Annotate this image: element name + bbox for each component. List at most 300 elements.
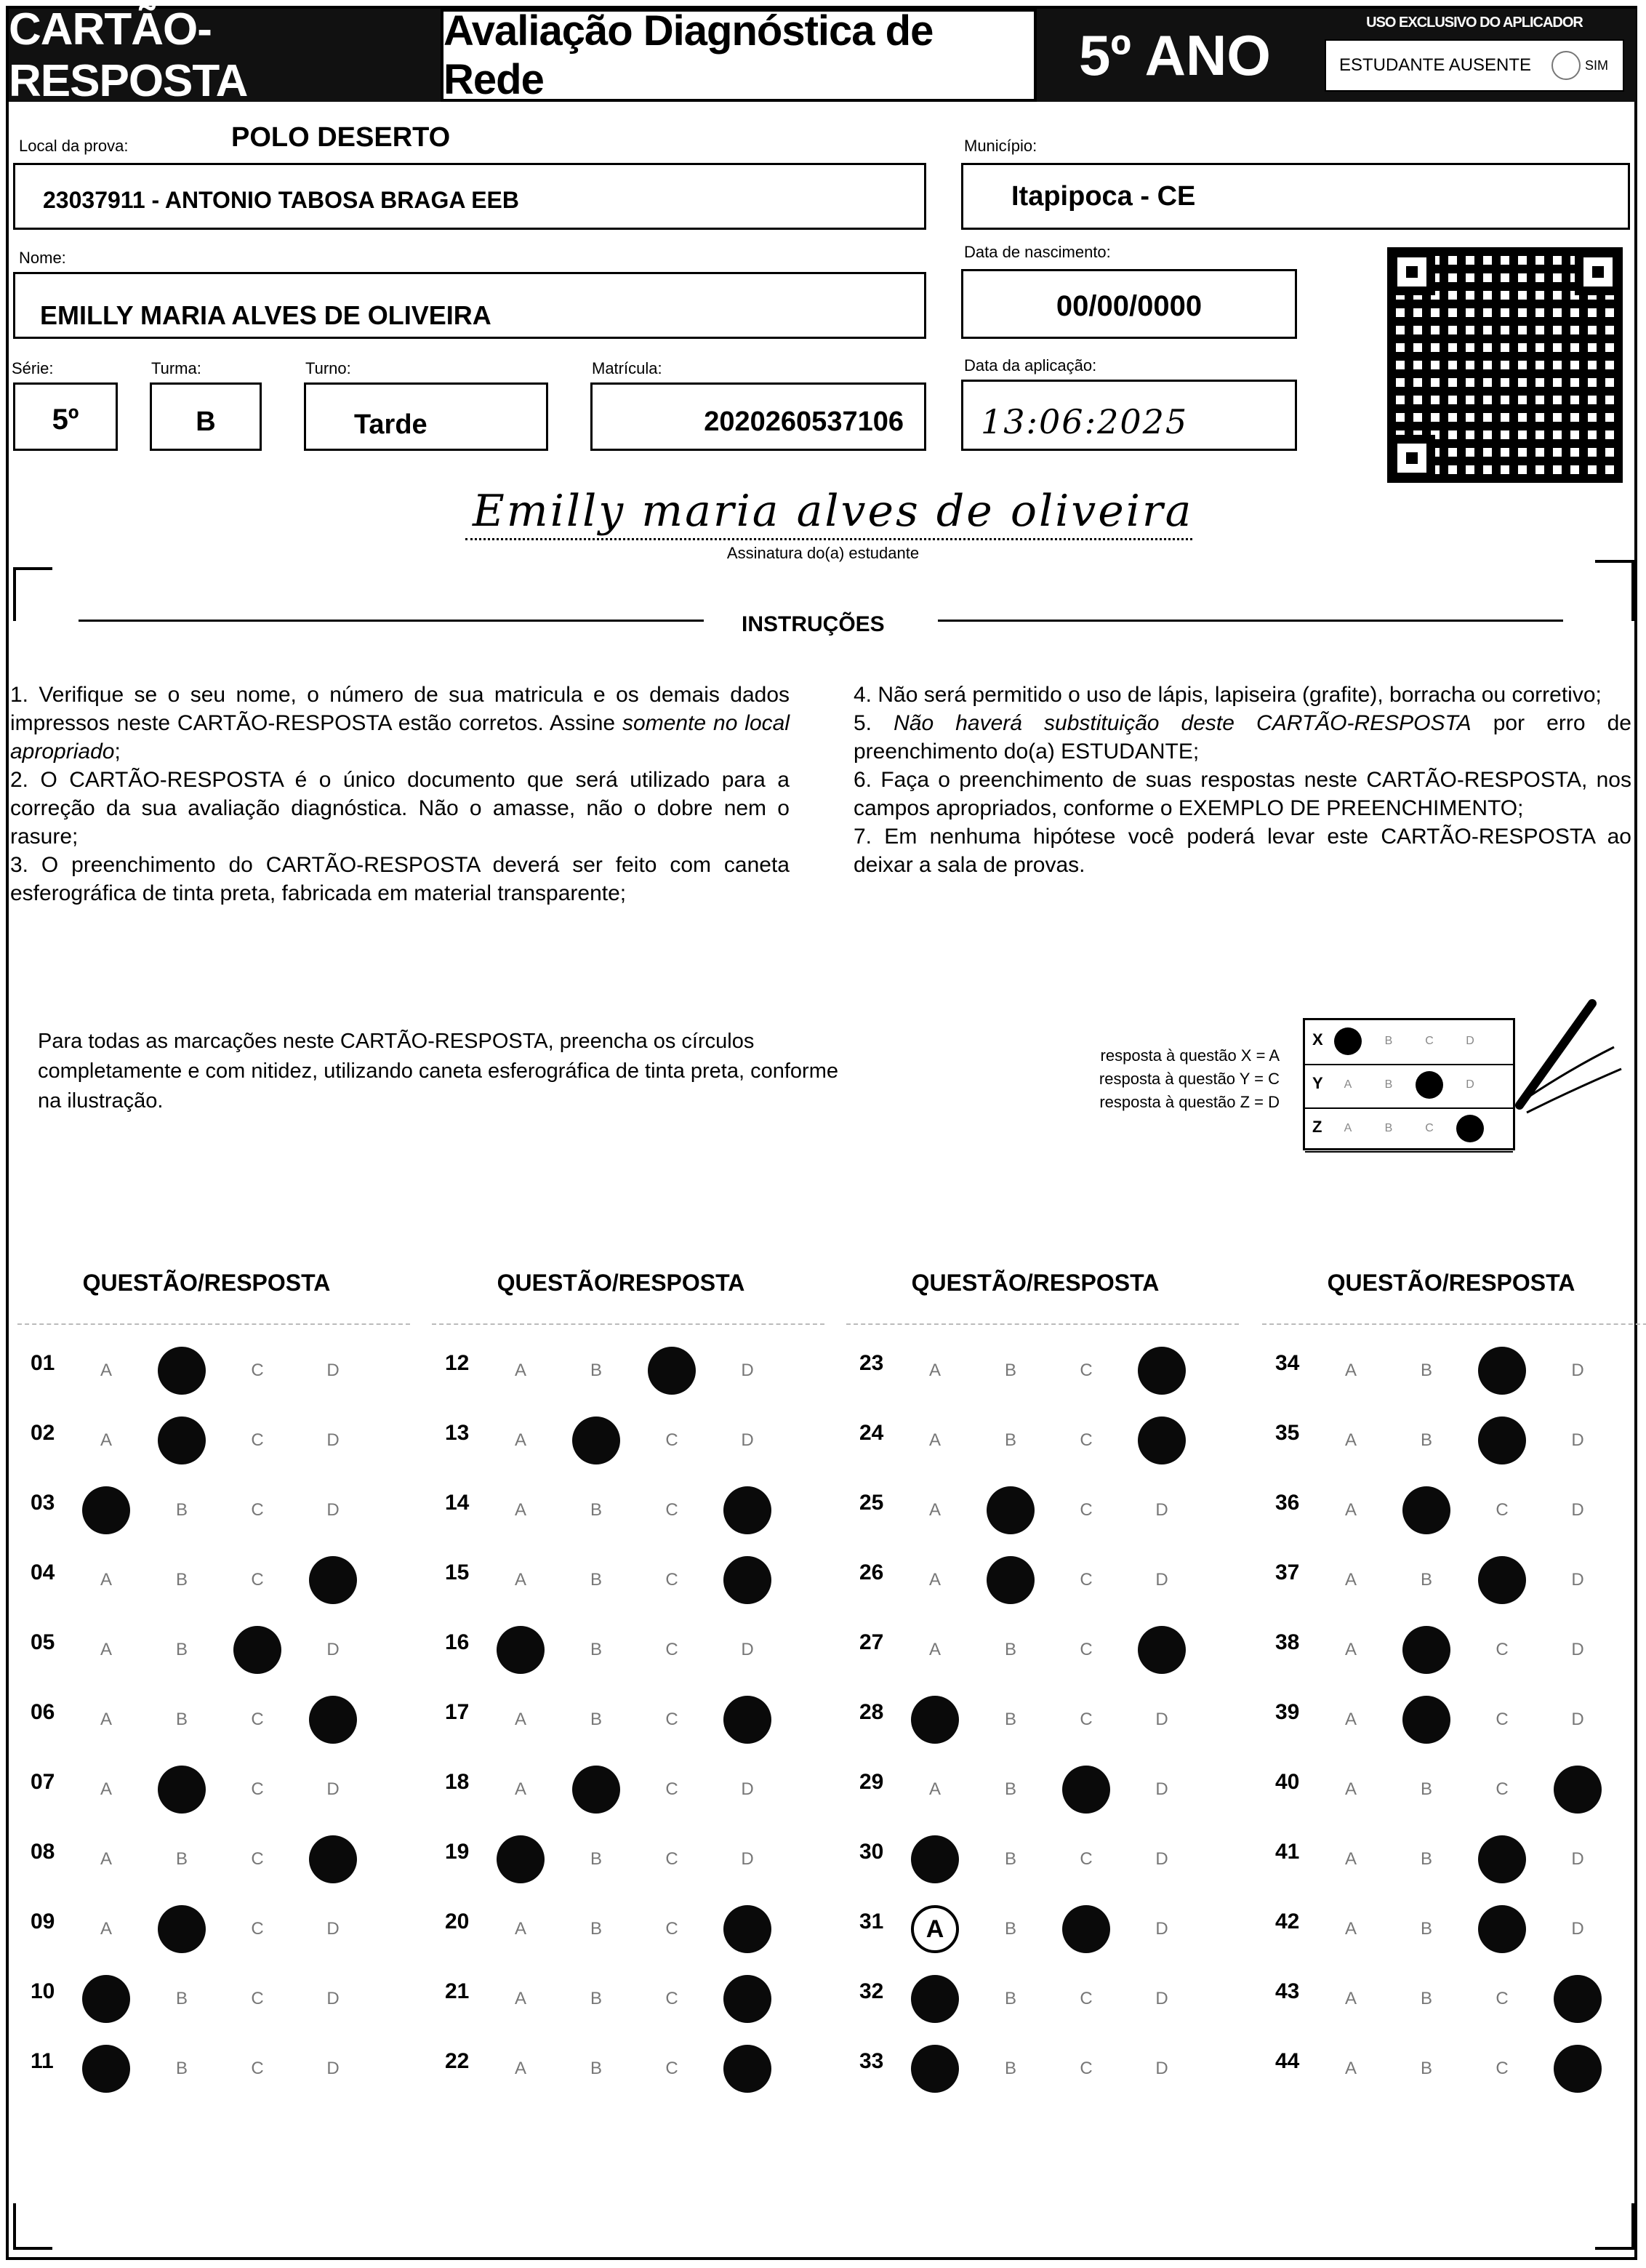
answer-bubble[interactable]: D	[1571, 1430, 1584, 1450]
answer-bubble[interactable]: D	[1155, 1500, 1168, 1520]
answer-bubble[interactable]	[1554, 2045, 1602, 2093]
question-row	[1262, 1822, 1646, 1888]
answer-bubble[interactable]: C	[251, 1430, 264, 1450]
answer-bubble[interactable]: A	[1344, 1430, 1357, 1450]
question-row	[1262, 1334, 1646, 1399]
answer-bubble[interactable]: D	[741, 1849, 754, 1869]
question-number: 19	[445, 1840, 470, 1864]
instruction-1: 1. Verifique se o seu nome, o número de sua matricula e os demais dados impressos neste CARTÃO-RESPOSTA estão corretos. Assine somente no local apropriado;	[10, 683, 790, 764]
question-number: 36	[1275, 1491, 1300, 1515]
question-row	[1262, 1473, 1646, 1539]
answer-bubble[interactable]: D	[326, 1640, 340, 1659]
answer-bubble[interactable]	[648, 1347, 696, 1395]
answer-bubble[interactable]: B	[590, 1500, 602, 1520]
answer-bubble[interactable]: D	[326, 1361, 340, 1380]
question-number: 40	[1275, 1770, 1300, 1794]
answer-bubble[interactable]: D	[1571, 1919, 1584, 1939]
nome-value: EMILLY MARIA ALVES DE OLIVEIRA	[40, 300, 491, 330]
question-row	[432, 1334, 824, 1399]
frame-corner-top-right	[1595, 560, 1634, 621]
answer-bubble[interactable]: D	[326, 1500, 340, 1520]
turma-label: Turma:	[151, 359, 201, 377]
instruction-5: 5. Não haverá substituição deste CARTÃO-RESPOSTA por erro de preenchimento do(a) ESTUDANTE;	[854, 711, 1631, 764]
answer-bubble[interactable]	[1478, 1835, 1526, 1883]
answer-bubble[interactable]: C	[1080, 1500, 1093, 1520]
answer-bubble[interactable]: C	[665, 1430, 678, 1450]
signature-caption: Assinatura do(a) estudante	[726, 544, 920, 562]
grade-badge-box	[1037, 9, 1313, 102]
absent-bubble[interactable]	[1551, 51, 1581, 80]
answer-bubble[interactable]: C	[251, 1710, 264, 1729]
answer-bubble[interactable]: A	[100, 1640, 112, 1659]
answer-bubble[interactable]	[309, 1835, 357, 1883]
matricula-label: Matrícula:	[592, 359, 662, 377]
answer-bubble[interactable]: C	[1496, 1989, 1509, 2008]
answer-bubble[interactable]	[723, 1556, 771, 1604]
question-row	[846, 1962, 1239, 2027]
answer-bubble[interactable]: B	[1420, 1919, 1432, 1939]
answer-bubble[interactable]: D	[1571, 1361, 1584, 1380]
serie-label: Série:	[12, 359, 54, 377]
question-number: 02	[31, 1421, 55, 1445]
answer-bubble[interactable]: B	[1004, 1640, 1016, 1659]
answer-bubble[interactable]: A	[1344, 1779, 1357, 1799]
instruction-2: 2. O CARTÃO-RESPOSTA é o único documento que será utilizado para a correção da sua avaliação diagnóstica. Não o amasse, não o dobre nem o rasure;	[10, 768, 790, 849]
answer-bubble[interactable]	[1478, 1417, 1526, 1464]
answer-bubble[interactable]: D	[741, 1640, 754, 1659]
answer-bubble[interactable]: A	[514, 1919, 526, 1939]
answer-bubble[interactable]	[1138, 1347, 1186, 1395]
answer-bubble[interactable]: C	[251, 1849, 264, 1869]
question-row	[846, 1334, 1239, 1399]
answer-bubble[interactable]: A	[1344, 2059, 1357, 2078]
turno-label: Turno:	[305, 359, 351, 377]
exam-title: Avaliação Diagnóstica de Rede	[443, 7, 934, 103]
example-bubble: C	[1425, 1122, 1434, 1134]
answer-bubble[interactable]	[497, 1835, 545, 1883]
answer-bubble[interactable]	[1402, 1626, 1450, 1674]
question-row	[1262, 1403, 1646, 1469]
answer-bubble[interactable]: B	[1004, 2059, 1016, 2078]
answer-bubble[interactable]: D	[326, 1430, 340, 1450]
answer-bubble[interactable]	[158, 1417, 206, 1464]
answer-column-header: QUESTÃO/RESPOSTA	[497, 1270, 745, 1296]
question-row	[17, 1822, 410, 1888]
answer-bubble[interactable]: C	[1080, 1570, 1093, 1590]
answer-bubble[interactable]: A	[100, 1361, 112, 1380]
answer-bubble[interactable]: A	[1344, 1710, 1357, 1729]
answer-bubble[interactable]: B	[1420, 1989, 1432, 2008]
answer-bubble[interactable]: C	[1496, 2059, 1509, 2078]
answer-bubble[interactable]: C	[1080, 1361, 1093, 1380]
answer-bubble[interactable]: C	[251, 1500, 264, 1520]
question-number: 43	[1275, 1979, 1300, 2003]
answer-bubble[interactable]: A	[1344, 1570, 1357, 1590]
answer-bubble[interactable]: C	[665, 1849, 678, 1869]
answer-bubble[interactable]: D	[326, 2059, 340, 2078]
answer-bubble[interactable]: B	[1420, 1570, 1432, 1590]
answer-bubble[interactable]: B	[175, 1640, 188, 1659]
answer-bubble[interactable]: D	[1571, 1570, 1584, 1590]
answer-bubble[interactable]: D	[1155, 1989, 1168, 2008]
question-number: 10	[31, 1979, 55, 2003]
answer-bubble[interactable]: A	[100, 1919, 112, 1939]
answer-bubble[interactable]	[158, 1347, 206, 1395]
answer-bubble[interactable]	[987, 1486, 1035, 1534]
answer-bubble[interactable]: B	[175, 2059, 188, 2078]
absent-field[interactable]	[1325, 39, 1624, 92]
question-number: 21	[445, 1979, 470, 2003]
answer-bubble[interactable]: A	[928, 1570, 941, 1590]
answer-bubble[interactable]	[1478, 1347, 1526, 1395]
answer-column-header: QUESTÃO/RESPOSTA	[82, 1270, 331, 1296]
answer-bubble[interactable]: D	[741, 1361, 754, 1380]
answer-bubble[interactable]: C	[251, 2059, 264, 2078]
example-bubble: D	[1466, 1078, 1474, 1091]
answer-bubble[interactable]: D	[1571, 1500, 1584, 1520]
question-row	[432, 1613, 824, 1678]
answer-bubble[interactable]: B	[1004, 1919, 1016, 1939]
answer-bubble[interactable]	[723, 1905, 771, 1953]
question-row	[432, 1683, 824, 1748]
answer-bubble[interactable]: C	[665, 1779, 678, 1799]
question-number: 39	[1275, 1700, 1300, 1724]
answer-bubble[interactable]: B	[1004, 1430, 1016, 1450]
absent-yes-label: SIM	[1585, 58, 1609, 73]
answer-bubble[interactable]: C	[1080, 1989, 1093, 2008]
answer-bubble[interactable]: D	[1571, 1849, 1584, 1869]
question-row	[846, 1613, 1239, 1678]
example-legend	[1032, 1044, 1280, 1114]
question-row	[17, 1543, 410, 1608]
answer-bubble[interactable]: D	[1155, 1710, 1168, 1729]
answer-bubble[interactable]: B	[1420, 1779, 1432, 1799]
answer-bubble[interactable]	[82, 1486, 130, 1534]
answer-bubble[interactable]: A	[514, 1710, 526, 1729]
answer-bubble[interactable]: D	[1155, 2059, 1168, 2078]
answer-bubble[interactable]: A	[928, 1430, 941, 1450]
municipio-field	[961, 163, 1630, 230]
instructions-rule-right	[938, 620, 1563, 622]
answer-bubble[interactable]: A	[1344, 1849, 1357, 1869]
answer-bubble[interactable]: C	[665, 2059, 678, 2078]
serie-value: 5º	[52, 404, 79, 436]
answer-bubble[interactable]	[911, 1975, 959, 2023]
answer-bubble[interactable]: B	[590, 1989, 602, 2008]
question-number: 01	[31, 1351, 55, 1375]
frame-corner-bottom-left	[13, 2203, 52, 2250]
answer-bubble[interactable]	[1402, 1486, 1450, 1534]
turno-value: Tarde	[354, 409, 427, 440]
answer-bubble[interactable]: B	[1420, 1849, 1432, 1869]
answer-bubble[interactable]: A	[100, 1849, 112, 1869]
applicator-box	[1313, 9, 1636, 102]
qr-code	[1387, 247, 1623, 483]
answer-bubble[interactable]	[911, 1696, 959, 1744]
answer-column-header: QUESTÃO/RESPOSTA	[911, 1270, 1160, 1296]
answer-bubble[interactable]: C	[251, 1919, 264, 1939]
nome-label: Nome:	[19, 249, 66, 267]
answer-bubble[interactable]: B	[590, 1710, 602, 1729]
answer-bubble[interactable]	[911, 2045, 959, 2093]
instruction-7: 7. Em nenhuma hipótese você poderá levar este CARTÃO-RESPOSTA ao deixar a sala de provas.	[854, 825, 1631, 877]
answer-bubble[interactable]: D	[326, 1779, 340, 1799]
answer-bubble[interactable]: A	[911, 1905, 959, 1953]
answer-bubble[interactable]: A	[514, 2059, 526, 2078]
example-row	[1305, 1020, 1513, 1065]
example-text: Para todas as marcações neste CARTÃO-RESPOSTA, preencha os círculos completamente e com nitidez, utilizando caneta esferográfica de tinta preta, conforme na ilustração.	[38, 1030, 838, 1113]
answer-bubble[interactable]: A	[514, 1500, 526, 1520]
example-bubble: B	[1384, 1122, 1393, 1134]
answer-bubble[interactable]: D	[1155, 1919, 1168, 1939]
question-number: 15	[445, 1560, 470, 1584]
nascimento-value: 00/00/0000	[1056, 290, 1203, 322]
answer-bubble[interactable]	[233, 1626, 281, 1674]
nascimento-label: Data de nascimento:	[964, 243, 1111, 261]
answer-bubble[interactable]: C	[1080, 1849, 1093, 1869]
turno-field	[304, 382, 548, 451]
question-row	[846, 1543, 1239, 1608]
answer-bubble[interactable]: C	[1080, 1430, 1093, 1450]
answer-bubble[interactable]: C	[665, 1570, 678, 1590]
example-bubble: B	[1384, 1078, 1393, 1091]
exam-title-box	[441, 9, 1037, 102]
answer-bubble[interactable]: D	[1571, 1710, 1584, 1729]
qr-finder-bottom-left	[1389, 435, 1435, 481]
answer-bubble[interactable]: A	[514, 1570, 526, 1590]
answer-bubble[interactable]: B	[1004, 1710, 1016, 1729]
answer-bubble[interactable]	[1554, 1766, 1602, 1814]
question-row	[432, 1892, 824, 1958]
answer-bubble[interactable]	[1554, 1975, 1602, 2023]
answer-bubble[interactable]: B	[1420, 1361, 1432, 1380]
question-number: 28	[859, 1700, 884, 1724]
question-number: 34	[1275, 1351, 1300, 1375]
answer-bubble[interactable]: B	[590, 1640, 602, 1659]
frame-corner-bottom-right	[1595, 2203, 1634, 2250]
answer-bubble[interactable]: B	[590, 2059, 602, 2078]
answer-bubble[interactable]	[1138, 1626, 1186, 1674]
question-row	[846, 1822, 1239, 1888]
answer-bubble[interactable]	[1478, 1556, 1526, 1604]
answer-bubble[interactable]: C	[1080, 2059, 1093, 2078]
answer-bubble[interactable]: C	[665, 1640, 678, 1659]
answer-bubble[interactable]: C	[665, 1710, 678, 1729]
answer-bubble[interactable]: C	[1496, 1779, 1509, 1799]
question-number: 37	[1275, 1560, 1300, 1584]
question-row	[846, 1473, 1239, 1539]
school-value: 23037911 - ANTONIO TABOSA BRAGA EEB	[43, 187, 519, 213]
answer-bubble[interactable]	[158, 1905, 206, 1953]
example-legend-x: resposta à questão X = A	[1100, 1046, 1280, 1065]
local-value: POLO DESERTO	[231, 122, 451, 153]
question-row	[432, 1962, 824, 2027]
answer-bubble[interactable]: A	[514, 1779, 526, 1799]
question-row	[1262, 1543, 1646, 1608]
question-number: 33	[859, 2049, 884, 2073]
answer-bubble[interactable]: A	[1344, 1919, 1357, 1939]
answer-bubble[interactable]: B	[175, 1710, 188, 1729]
answer-bubble[interactable]: C	[251, 1570, 264, 1590]
answer-bubble[interactable]: C	[665, 1500, 678, 1520]
example-bubble: D	[1466, 1035, 1474, 1047]
answer-column	[846, 1323, 1239, 2107]
instructions-rule-left	[79, 620, 704, 622]
question-number: 31	[859, 1910, 884, 1934]
answer-bubble[interactable]: C	[665, 1919, 678, 1939]
question-number: 05	[31, 1630, 55, 1654]
question-number: 09	[31, 1910, 55, 1934]
question-row	[432, 1752, 824, 1818]
answer-bubble[interactable]: C	[251, 1989, 264, 2008]
qr-finder-top-right	[1575, 249, 1621, 295]
answer-bubble[interactable]: B	[1420, 1430, 1432, 1450]
matricula-value: 2020260537106	[704, 406, 904, 437]
answer-bubble[interactable]	[82, 1975, 130, 2023]
answer-bubble[interactable]: D	[1155, 1570, 1168, 1590]
answer-bubble[interactable]	[723, 1696, 771, 1744]
question-row	[432, 1403, 824, 1469]
school-field	[13, 163, 926, 230]
answer-bubble[interactable]	[723, 1486, 771, 1534]
answer-bubble[interactable]: B	[590, 1849, 602, 1869]
question-number: 35	[1275, 1421, 1300, 1445]
answer-bubble[interactable]: C	[1496, 1710, 1509, 1729]
answer-bubble[interactable]	[723, 2045, 771, 2093]
example-row	[1305, 1064, 1513, 1109]
answer-bubble[interactable]: B	[590, 1361, 602, 1380]
example-legend-z: resposta à questão Z = D	[1099, 1093, 1280, 1111]
instruction-6: 6. Faça o preenchimento de suas respostas neste CARTÃO-RESPOSTA, nos campos apropriados, conforme o EXEMPLO DE PREENCHIMENTO;	[854, 768, 1631, 820]
answer-bubble[interactable]: A	[514, 1430, 526, 1450]
answer-bubble[interactable]: C	[1496, 1500, 1509, 1520]
question-row	[17, 2032, 410, 2097]
answer-bubble[interactable]: C	[1080, 1640, 1093, 1659]
answer-bubble[interactable]: B	[1004, 1779, 1016, 1799]
answer-column-header: QUESTÃO/RESPOSTA	[1327, 1270, 1575, 1296]
answer-bubble[interactable]: D	[741, 1430, 754, 1450]
question-number: 25	[859, 1491, 884, 1515]
answer-bubble[interactable]: D	[326, 1989, 340, 2008]
answer-bubble[interactable]: A	[514, 1361, 526, 1380]
question-number: 24	[859, 1421, 884, 1445]
answer-bubble[interactable]: A	[100, 1430, 112, 1450]
answer-bubble[interactable]: A	[1344, 1500, 1357, 1520]
answer-bubble[interactable]: A	[1344, 1361, 1357, 1380]
answer-bubble[interactable]	[158, 1766, 206, 1814]
answer-bubble[interactable]	[497, 1626, 545, 1674]
answer-bubble[interactable]: C	[665, 1989, 678, 2008]
answer-bubble[interactable]: A	[928, 1500, 941, 1520]
answer-bubble[interactable]: D	[1155, 1779, 1168, 1799]
answer-bubble[interactable]	[572, 1417, 620, 1464]
aplicacao-value: 13:06:2025	[981, 402, 1189, 441]
answer-bubble[interactable]: A	[1344, 1989, 1357, 2008]
answer-bubble[interactable]	[911, 1835, 959, 1883]
example-legend-y: resposta à questão Y = C	[1099, 1070, 1280, 1088]
answer-bubble[interactable]: C	[251, 1361, 264, 1380]
answer-bubble[interactable]: D	[326, 1919, 340, 1939]
answer-bubble[interactable]: A	[928, 1640, 941, 1659]
question-row	[17, 1613, 410, 1678]
answer-bubble[interactable]	[309, 1696, 357, 1744]
answer-bubble[interactable]: A	[1344, 1640, 1357, 1659]
answer-bubble[interactable]: B	[1004, 1989, 1016, 2008]
answer-bubble[interactable]: A	[928, 1361, 941, 1380]
frame-corner-top-left	[13, 567, 52, 621]
answer-bubble[interactable]: C	[1496, 1640, 1509, 1659]
answer-bubble[interactable]: B	[175, 1570, 188, 1590]
local-label: Local da prova:	[19, 137, 129, 155]
question-number: 11	[31, 2049, 54, 2073]
question-number: 26	[859, 1560, 884, 1584]
answer-bubble[interactable]: A	[100, 1779, 112, 1799]
answer-bubble[interactable]	[723, 1975, 771, 2023]
answer-bubble[interactable]: B	[175, 1989, 188, 2008]
question-row	[1262, 1683, 1646, 1748]
answer-bubble[interactable]: B	[1004, 1361, 1016, 1380]
answer-bubble[interactable]: A	[100, 1570, 112, 1590]
answer-bubble[interactable]: B	[1004, 1849, 1016, 1869]
answer-bubble[interactable]	[1478, 1905, 1526, 1953]
answer-bubble[interactable]: C	[1080, 1710, 1093, 1729]
question-row	[846, 1752, 1239, 1818]
example-bubble: B	[1384, 1035, 1393, 1047]
answer-bubble[interactable]	[987, 1556, 1035, 1604]
answer-bubble[interactable]: B	[175, 1849, 188, 1869]
grade-badge: 5º ANO	[1079, 23, 1271, 87]
card-title: CARTÃO-RESPOSTA	[9, 4, 248, 106]
answer-bubble[interactable]	[1062, 1766, 1110, 1814]
answer-bubble[interactable]	[572, 1766, 620, 1814]
answer-bubble[interactable]: B	[590, 1570, 602, 1590]
instructions-title: INSTRUÇÕES	[742, 612, 885, 636]
answer-bubble[interactable]	[1402, 1696, 1450, 1744]
question-number: 14	[445, 1491, 470, 1515]
signature-handwritten: Emilly maria alves de oliveira	[473, 486, 1194, 537]
instruction-4: 4. Não será permitido o uso de lápis, lapiseira (grafite), borracha ou corretivo;	[854, 683, 1602, 707]
question-number: 20	[445, 1910, 470, 1934]
answer-bubble[interactable]: B	[590, 1919, 602, 1939]
answer-bubble[interactable]	[1138, 1417, 1186, 1464]
question-number: 03	[31, 1491, 55, 1515]
answer-bubble[interactable]: D	[741, 1779, 754, 1799]
answer-bubble[interactable]: C	[251, 1779, 264, 1799]
question-number: 32	[859, 1979, 884, 2003]
answer-bubble[interactable]	[1062, 1905, 1110, 1953]
answer-bubble[interactable]: A	[100, 1710, 112, 1729]
nascimento-field	[961, 269, 1297, 339]
question-number: 18	[445, 1770, 470, 1794]
answer-bubble[interactable]	[309, 1556, 357, 1604]
answer-bubble[interactable]: A	[928, 1779, 941, 1799]
question-row	[17, 1403, 410, 1469]
answer-bubble[interactable]: B	[1420, 2059, 1432, 2078]
example-row-label: Y	[1312, 1074, 1323, 1092]
answer-bubble[interactable]	[82, 2045, 130, 2093]
instruction-3: 3. O preenchimento do CARTÃO-RESPOSTA deverá ser feito com caneta esferográfica de tinta preta, fabricada em material transparente;	[10, 853, 790, 905]
answer-bubble[interactable]: B	[175, 1500, 188, 1520]
answer-bubble[interactable]: D	[1571, 1640, 1584, 1659]
answer-bubble[interactable]: A	[514, 1989, 526, 2008]
question-row	[1262, 1752, 1646, 1818]
question-number: 04	[31, 1560, 55, 1584]
question-row	[17, 1752, 410, 1818]
question-row	[17, 1962, 410, 2027]
question-number: 08	[31, 1840, 55, 1864]
example-bubble	[1416, 1071, 1443, 1099]
answer-bubble[interactable]: D	[1155, 1849, 1168, 1869]
